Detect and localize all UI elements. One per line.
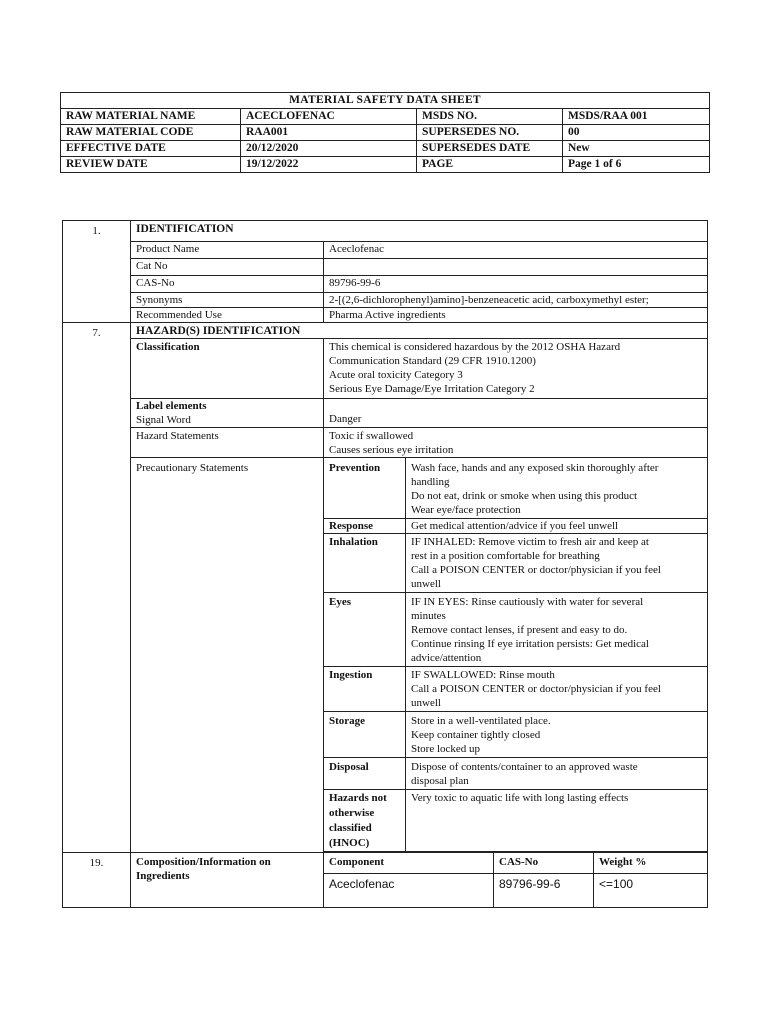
header-row (61, 157, 710, 173)
composition-title: Composition/Information on Ingredients (131, 853, 324, 908)
precaution-key: Eyes (324, 593, 406, 667)
document-title: MATERIAL SAFETY DATA SHEET (61, 93, 710, 109)
field-label: Synonyms (131, 293, 324, 308)
effective-date-label: EFFECTIVE DATE (61, 141, 241, 157)
precaution-key: Prevention (324, 458, 406, 519)
msds-no-value: MSDS/RAA 001 (563, 109, 710, 125)
precaution-key: Response (324, 519, 406, 534)
label-elements-heading: Label elements (136, 400, 207, 412)
raw-material-name-value: ACECLOFENAC (241, 109, 417, 125)
signal-word-label: Signal Word (136, 414, 191, 426)
header-row (61, 109, 710, 125)
review-date-label: REVIEW DATE (61, 157, 241, 173)
field-value (324, 259, 708, 276)
page-label: PAGE (417, 157, 563, 173)
label-elements-cell (131, 399, 324, 428)
supersedes-date-label: SUPERSEDES DATE (417, 141, 563, 157)
precautionary-statements-label: Precautionary Statements (131, 458, 324, 853)
precaution-text: IF SWALLOWED: Rinse mouth Call a POISON CENTER or doctor/physician if you feel unwell (406, 667, 708, 712)
supersedes-no-value: 00 (563, 125, 710, 141)
section-number: 7. (63, 323, 131, 853)
msds-no-label: MSDS NO. (417, 109, 563, 125)
field-label: CAS-No (131, 276, 324, 293)
precaution-text: Get medical attention/advice if you feel unwell (406, 519, 708, 534)
precaution-text: Very toxic to aquatic life with long lasting effects (406, 790, 708, 852)
page-value: Page 1 of 6 (563, 157, 710, 173)
raw-material-code-label: RAW MATERIAL CODE (61, 125, 241, 141)
field-value: Pharma Active ingredients (324, 308, 708, 323)
hazard-statements-label: Hazard Statements (131, 428, 324, 458)
supersedes-date-value: New (563, 141, 710, 157)
precaution-key-hnoc: Hazards not otherwise classified (HNOC) (324, 790, 406, 852)
field-label: Recommended Use (131, 308, 324, 323)
precaution-key: Ingestion (324, 667, 406, 712)
raw-material-name-label: RAW MATERIAL NAME (61, 109, 241, 125)
field-label: Cat No (131, 259, 324, 276)
component-value: Aceclofenac (324, 874, 494, 908)
field-value: 2-[(2,6-dichlorophenyl)amino]-benzeneacetic acid, carboxymethyl ester; (324, 293, 708, 308)
weight-header: Weight % (594, 853, 708, 874)
section-number: 1. (63, 221, 131, 323)
cas-no-header: CAS-No (494, 853, 594, 874)
precaution-text: IF IN EYES: Rinse cautiously with water for several minutes Remove contact lenses, if present and easy to do. Continue rinsing If eye irritation persists: Get medical advice/attention (406, 593, 708, 667)
field-value: Aceclofenac (324, 242, 708, 259)
raw-material-code-value: RAA001 (241, 125, 417, 141)
supersedes-no-label: SUPERSEDES NO. (417, 125, 563, 141)
precaution-text: Wash face, hands and any exposed skin thoroughly after handling Do not eat, drink or smoke when using this product Wear eye/face protection (406, 458, 708, 519)
precaution-text: Store in a well-ventilated place. Keep container tightly closed Store locked up (406, 712, 708, 758)
header-row (61, 141, 710, 157)
precaution-text: Dispose of contents/container to an approved waste disposal plan (406, 758, 708, 790)
field-value: 89796-99-6 (324, 276, 708, 293)
document-header-table (60, 92, 710, 173)
precaution-key: Disposal (324, 758, 406, 790)
precaution-key: Storage (324, 712, 406, 758)
review-date-value: 19/12/2022 (241, 157, 417, 173)
section-title: IDENTIFICATION (131, 221, 708, 242)
hazard-statements-value: Toxic if swallowed Causes serious eye irritation (324, 428, 708, 458)
component-header: Component (324, 853, 494, 874)
classification-label: Classification (131, 339, 324, 399)
precaution-text: IF INHALED: Remove victim to fresh air and keep at rest in a position comfortable for breathing Call a POISON CENTER or doctor/physician if you feel unwell (406, 534, 708, 593)
weight-value: <=100 (594, 874, 708, 908)
msds-content-table (62, 220, 708, 908)
field-label: Product Name (131, 242, 324, 259)
signal-word-value: Danger (324, 399, 708, 428)
section-title: HAZARD(S) IDENTIFICATION (131, 323, 708, 339)
header-row (61, 125, 710, 141)
cas-no-value: 89796-99-6 (494, 874, 594, 908)
effective-date-value: 20/12/2020 (241, 141, 417, 157)
section-number: 19. (63, 853, 131, 908)
classification-value: This chemical is considered hazardous by the 2012 OSHA Hazard Communication Standard (29 CFR 1910.1200) Acute oral toxicity Category 3 Serious Eye Damage/Eye Irritation Category 2 (324, 339, 708, 399)
precaution-key: Inhalation (324, 534, 406, 593)
